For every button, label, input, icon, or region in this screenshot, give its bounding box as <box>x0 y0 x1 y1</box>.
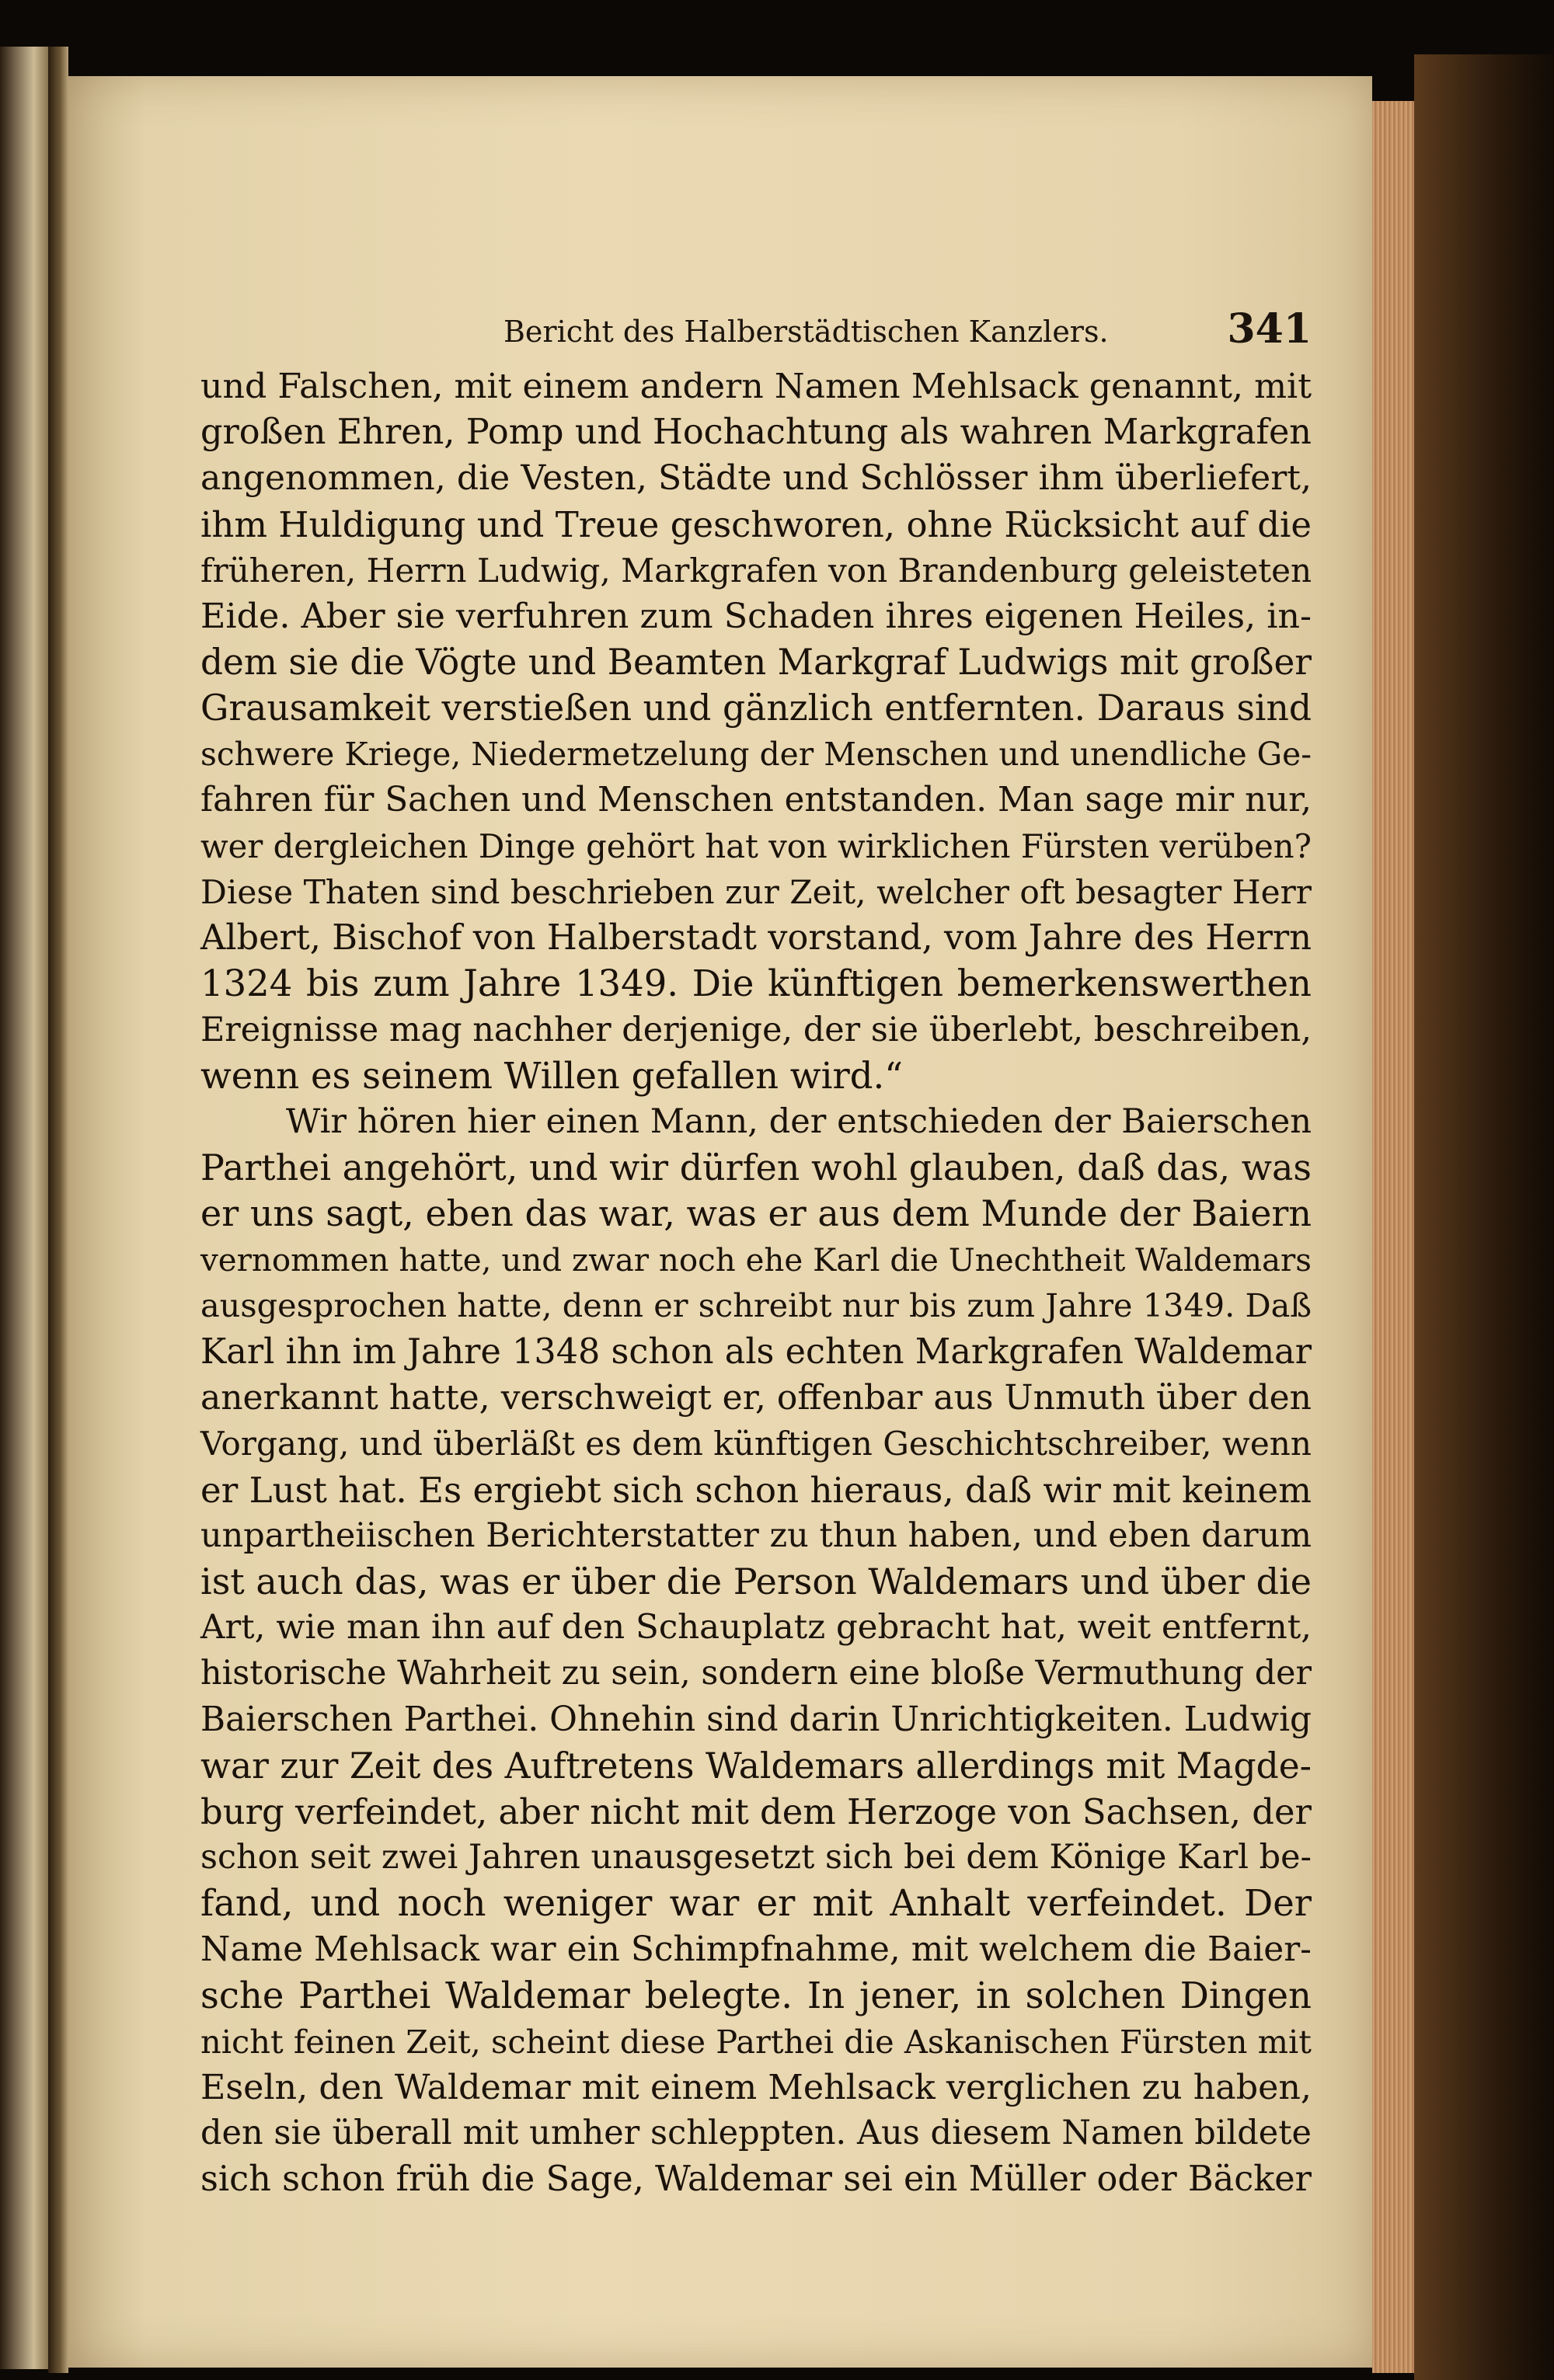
left-page-edge <box>0 47 48 2369</box>
page-fore-edge <box>1372 101 1414 2373</box>
text-line: ihm Huldigung und Treue geschworen, ohne Rücksicht auf die <box>200 503 1312 545</box>
text-line: historische Wahrheit zu sein, sondern eine bloße Vermuthung der <box>200 1654 1312 1693</box>
text-line: wer dergleichen Dinge gehört hat von wirklichen Fürsten verüben? <box>200 826 1312 865</box>
text-line: er Lust hat. Es ergiebt sich schon hieraus, daß wir mit keinem <box>200 1469 1312 1511</box>
text-line: Ereignisse mag nachher derjenige, der sie überlebt, beschreiben, <box>200 1010 1312 1049</box>
text-line: war zur Zeit des Auftretens Waldemars allerdings mit Magde- <box>200 1745 1312 1787</box>
text-line: Albert, Bischof von Halberstadt vorstand, vom Jahre des Herrn <box>200 917 1312 959</box>
text-line: Parthei angehört, und wir dürfen wohl glauben, daß das, was <box>200 1147 1312 1189</box>
book-gutter <box>48 47 68 2373</box>
text-line: fand, und noch weniger war er mit Anhalt verfeindet. Der <box>200 1882 1312 1925</box>
body-text <box>200 364 1312 2203</box>
text-line: Diese Thaten sind beschrieben zur Zeit, welcher oft besagter Herr <box>200 873 1312 912</box>
text-line: Baierschen Parthei. Ohnehin sind darin Unrichtigkeiten. Ludwig <box>200 1700 1312 1740</box>
text-line: dem sie die Vögte und Beamten Markgraf Ludwigs mit großer <box>200 642 1312 684</box>
text-line: Eseln, den Waldemar mit einem Mehlsack verglichen zu haben, <box>200 2067 1312 2107</box>
text-line: wenn es seinem Willen gefallen wird.“ <box>200 1054 904 1097</box>
book-cover-board <box>1414 54 1554 2380</box>
text-line: fahren für Sachen und Menschen entstanden. Man sage mir nur, <box>200 780 1312 819</box>
text-line: Karl ihn im Jahre 1348 schon als echten Markgrafen Waldemar <box>200 1331 1312 1372</box>
text-line: schon seit zwei Jahren unausgesetzt sich bei dem Könige Karl be- <box>200 1838 1312 1877</box>
text-line: sich schon früh die Sage, Waldemar sei ein Müller oder Bäcker <box>200 2159 1312 2200</box>
text-line: Wir hören hier einen Mann, der entschieden der Baierschen <box>286 1102 1312 1141</box>
text-line: den sie überall mit umher schleppten. Aus diesem Namen bildete <box>200 2114 1312 2153</box>
text-line: angenommen, die Vesten, Städte und Schlösser ihm überliefert, <box>200 458 1312 499</box>
text-line: unpartheiischen Berichterstatter zu thun haben, und eben darum <box>200 1515 1312 1555</box>
text-line: schwere Kriege, Niedermetzelung der Menschen und unendliche Ge- <box>200 735 1312 773</box>
text-line: ausgesprochen hatte, denn er schreibt nur bis zum Jahre 1349. Daß <box>200 1286 1312 1324</box>
text-line: früheren, Herrn Ludwig, Markgrafen von Brandenburg geleisteten <box>200 551 1312 590</box>
text-line: er uns sagt, eben das war, was er aus dem Munde der Baiern <box>200 1192 1312 1235</box>
text-line: Grausamkeit verstießen und gänzlich entfernten. Daraus sind <box>200 687 1312 729</box>
page-number: 341 <box>1227 305 1312 353</box>
text-line: Eide. Aber sie verfuhren zum Schaden ihres eigenen Heiles, in- <box>200 596 1312 636</box>
text-line: nicht feinen Zeit, scheint diese Parthei die Askanischen Fürsten mit <box>200 2022 1312 2061</box>
text-line: großen Ehren, Pomp und Hochachtung als wahren Markgrafen <box>200 412 1312 453</box>
text-line: Vorgang, und überläßt es dem künftigen Geschichtschreiber, wenn <box>200 1425 1312 1463</box>
book-page <box>68 76 1372 2368</box>
text-line: sche Parthei Waldemar belegte. In jener, in solchen Dingen <box>200 1974 1312 2016</box>
text-line: 1324 bis zum Jahre 1349. Die künftigen bemerkenswerthen <box>200 962 1312 1005</box>
text-line: anerkannt hatte, verschweigt er, offenbar aus Unmuth über den <box>200 1378 1312 1418</box>
text-line: Art, wie man ihn auf den Schauplatz gebracht hat, weit entfernt, <box>200 1608 1312 1648</box>
text-line: ist auch das, was er über die Person Waldemars und über die <box>200 1560 1312 1602</box>
text-line: burg verfeindet, aber nicht mit dem Herzoge von Sachsen, der <box>200 1790 1312 1832</box>
running-header-title: Bericht des Halberstädtischen Kanzlers. <box>503 315 1109 349</box>
text-line: und Falschen, mit einem andern Namen Mehlsack genannt, mit <box>200 367 1312 406</box>
text-line: vernommen hatte, und zwar noch ehe Karl die Unechtheit Waldemars <box>200 1241 1312 1279</box>
running-header <box>503 305 1312 360</box>
text-line: Name Mehlsack war ein Schimpfnahme, mit welchem die Baier- <box>200 1929 1312 1970</box>
